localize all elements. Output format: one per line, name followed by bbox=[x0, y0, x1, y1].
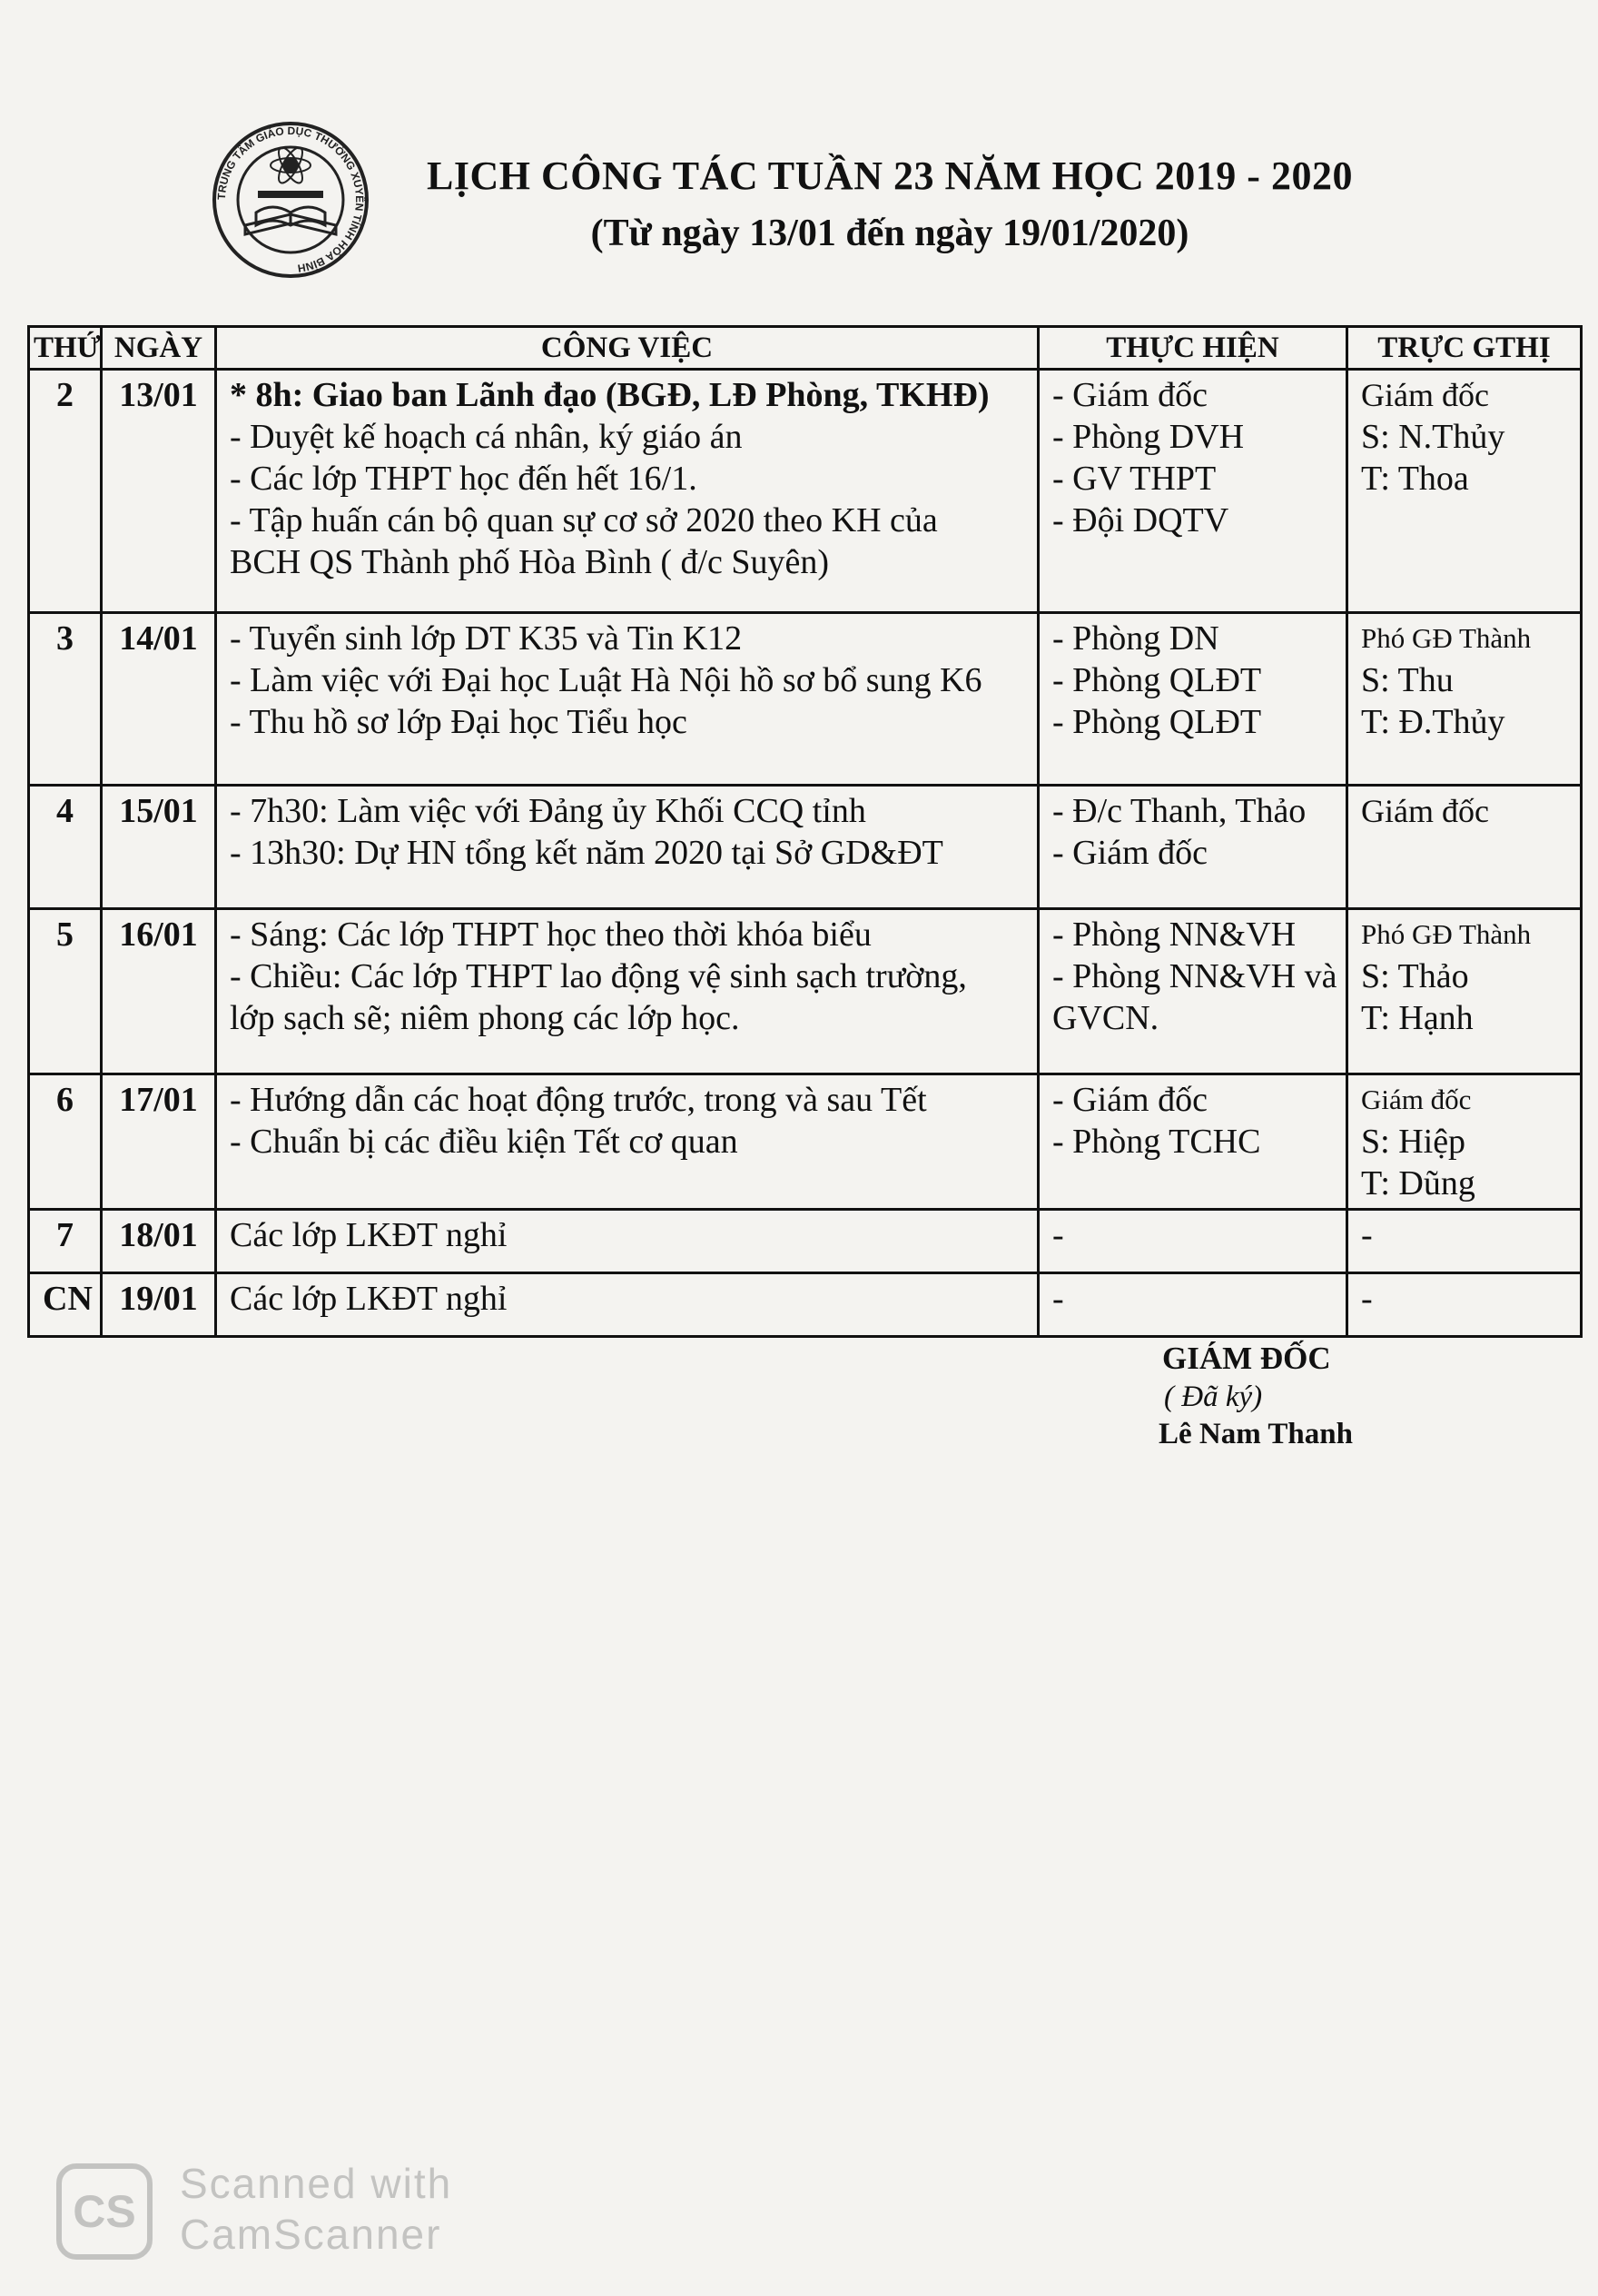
document-subtitle: (Từ ngày 13/01 đến ngày 19/01/2020) bbox=[590, 213, 1189, 254]
cell-ngay: 14/01 bbox=[102, 613, 216, 786]
signature-status: ( Đã ký) bbox=[1164, 1381, 1263, 1413]
executor-line: - Phòng DN bbox=[1052, 619, 1219, 658]
cell-thuc-hien bbox=[1039, 1074, 1347, 1210]
cell-cong-viec bbox=[216, 1210, 1039, 1273]
task-line: Các lớp LKĐT nghỉ bbox=[230, 1216, 508, 1254]
header-thu: THỨ bbox=[29, 327, 102, 370]
task-line: * 8h: Giao ban Lãnh đạo (BGĐ, LĐ Phòng, TKHĐ) bbox=[230, 376, 990, 414]
cell-thu: 6 bbox=[29, 1074, 102, 1210]
table-row bbox=[29, 909, 1582, 1074]
watermark-line1: Scanned with bbox=[180, 2160, 453, 2207]
cell-truc bbox=[1347, 1074, 1582, 1210]
signer-name: Lê Nam Thanh bbox=[1159, 1418, 1353, 1450]
cell-thu: CN bbox=[29, 1273, 102, 1337]
executor-line: - Giám đốc bbox=[1052, 834, 1208, 872]
executor-line: - Đ/c Thanh, Thảo bbox=[1052, 792, 1307, 830]
cell-cong-viec bbox=[216, 909, 1039, 1074]
cell-thuc-hien bbox=[1039, 786, 1347, 909]
cell-ngay: 18/01 bbox=[102, 1210, 216, 1273]
executor-line: - bbox=[1052, 1216, 1064, 1254]
title-block bbox=[381, 153, 1398, 255]
task-line: - Sáng: Các lớp THPT học theo thời khóa biểu bbox=[230, 915, 872, 954]
watermark-text bbox=[180, 2158, 452, 2260]
header-ngay: NGÀY bbox=[102, 327, 216, 370]
task-line: - Duyệt kế hoạch cá nhân, ký giáo án bbox=[230, 418, 743, 456]
task-line: - Tuyển sinh lớp DT K35 và Tin K12 bbox=[230, 619, 743, 658]
duty-line: T: Hạnh bbox=[1361, 999, 1474, 1037]
watermark-line2: CamScanner bbox=[180, 2211, 442, 2258]
cell-cong-viec bbox=[216, 1074, 1039, 1210]
duty-line: - bbox=[1361, 1280, 1373, 1318]
task-line: - Làm việc với Đại học Luật Hà Nội hồ sơ bổ sung K6 bbox=[230, 661, 982, 699]
duty-line: S: N.Thủy bbox=[1361, 418, 1505, 456]
table-row bbox=[29, 1074, 1582, 1210]
cell-truc bbox=[1347, 370, 1582, 613]
executor-line: - bbox=[1052, 1280, 1064, 1318]
duty-line: S: Thu bbox=[1361, 661, 1454, 699]
executor-line: GVCN. bbox=[1052, 999, 1159, 1037]
duty-line: Giám đốc bbox=[1361, 1084, 1472, 1115]
cell-ngay: 15/01 bbox=[102, 786, 216, 909]
task-line: - Thu hồ sơ lớp Đại học Tiểu học bbox=[230, 703, 687, 741]
cell-truc bbox=[1347, 613, 1582, 786]
cell-truc bbox=[1347, 1210, 1582, 1273]
signature-block bbox=[1159, 1341, 1398, 1451]
cell-thuc-hien bbox=[1039, 1273, 1347, 1337]
executor-line: - Phòng QLĐT bbox=[1052, 703, 1262, 741]
table-row bbox=[29, 1210, 1582, 1273]
cell-cong-viec bbox=[216, 1273, 1039, 1337]
task-line: - Chuẩn bị các điều kiện Tết cơ quan bbox=[230, 1123, 738, 1161]
duty-line: - bbox=[1361, 1216, 1373, 1254]
camscanner-logo-icon: CS bbox=[56, 2163, 153, 2260]
executor-line: - Phòng NN&VH bbox=[1052, 915, 1297, 954]
executor-line: - Phòng TCHC bbox=[1052, 1123, 1261, 1161]
task-line: Các lớp LKĐT nghỉ bbox=[230, 1280, 508, 1318]
document-header bbox=[0, 0, 1598, 327]
cell-thuc-hien bbox=[1039, 909, 1347, 1074]
task-line: - Hướng dẫn các hoạt động trước, trong và sau Tết bbox=[230, 1081, 927, 1119]
task-line: - Các lớp THPT học đến hết 16/1. bbox=[230, 460, 697, 498]
task-line: - 7h30: Làm việc với Đảng ủy Khối CCQ tỉnh bbox=[230, 792, 866, 830]
cell-ngay: 19/01 bbox=[102, 1273, 216, 1337]
task-line: - 13h30: Dự HN tổng kết năm 2020 tại Sở GD&ĐT bbox=[230, 834, 943, 872]
table-row bbox=[29, 1273, 1582, 1337]
task-line: - Chiều: Các lớp THPT lao động vệ sinh sạch trường, bbox=[230, 957, 967, 995]
cell-truc bbox=[1347, 909, 1582, 1074]
executor-line: - Phòng DVH bbox=[1052, 418, 1245, 456]
cell-thuc-hien bbox=[1039, 370, 1347, 613]
cell-thu: 3 bbox=[29, 613, 102, 786]
cell-truc bbox=[1347, 1273, 1582, 1337]
cell-ngay: 16/01 bbox=[102, 909, 216, 1074]
cell-thu: 4 bbox=[29, 786, 102, 909]
cell-thu: 7 bbox=[29, 1210, 102, 1273]
header-cong-viec: CÔNG VIỆC bbox=[216, 327, 1039, 370]
task-line: lớp sạch sẽ; niêm phong các lớp học. bbox=[230, 999, 740, 1037]
task-line: - Tập huấn cán bộ quan sự cơ sở 2020 theo KH của bbox=[230, 501, 938, 539]
cell-thuc-hien bbox=[1039, 1210, 1347, 1273]
cell-truc bbox=[1347, 786, 1582, 909]
cell-thuc-hien bbox=[1039, 613, 1347, 786]
executor-line: - Giám đốc bbox=[1052, 376, 1208, 414]
duty-line: T: Thoa bbox=[1361, 460, 1469, 498]
header-thuc-hien: THỰC HIỆN bbox=[1039, 327, 1347, 370]
signer-role: GIÁM ĐỐC bbox=[1162, 1341, 1331, 1376]
executor-line: - Giám đốc bbox=[1052, 1081, 1208, 1119]
school-seal-logo-icon bbox=[209, 118, 372, 282]
table-row bbox=[29, 370, 1582, 613]
duty-line: Phó GĐ Thành bbox=[1361, 622, 1532, 654]
weekly-schedule-table bbox=[27, 325, 1583, 1338]
seal-ring-text: TRUNG TÂM GIÁO DỤC THƯỜNG XUYÊN TỈNH HÒA BÌNH bbox=[214, 124, 367, 275]
cell-ngay: 13/01 bbox=[102, 370, 216, 613]
cell-cong-viec bbox=[216, 786, 1039, 909]
table-header-row bbox=[29, 327, 1582, 370]
camscanner-watermark bbox=[56, 2158, 528, 2267]
duty-line: S: Hiệp bbox=[1361, 1123, 1466, 1161]
duty-line: T: Dũng bbox=[1361, 1164, 1475, 1202]
cell-thu: 2 bbox=[29, 370, 102, 613]
executor-line: - GV THPT bbox=[1052, 460, 1217, 498]
executor-line: - Phòng NN&VH và bbox=[1052, 957, 1337, 995]
duty-line: Giám đốc bbox=[1361, 377, 1489, 413]
duty-line: Giám đốc bbox=[1361, 793, 1489, 829]
table-row bbox=[29, 786, 1582, 909]
executor-line: - Đội DQTV bbox=[1052, 501, 1229, 539]
table-row bbox=[29, 613, 1582, 786]
executor-line: - Phòng QLĐT bbox=[1052, 661, 1262, 699]
header-truc-gthi: TRỰC GTHỊ bbox=[1347, 327, 1582, 370]
duty-line: T: Đ.Thủy bbox=[1361, 703, 1505, 741]
cell-ngay: 17/01 bbox=[102, 1074, 216, 1210]
cell-thu: 5 bbox=[29, 909, 102, 1074]
duty-line: S: Thảo bbox=[1361, 957, 1469, 995]
cell-cong-viec bbox=[216, 370, 1039, 613]
task-line: BCH QS Thành phố Hòa Bình ( đ/c Suyên) bbox=[230, 543, 830, 581]
document-title: LỊCH CÔNG TÁC TUẦN 23 NĂM HỌC 2019 - 2020 bbox=[427, 153, 1353, 198]
duty-line: Phó GĐ Thành bbox=[1361, 918, 1532, 950]
cell-cong-viec bbox=[216, 613, 1039, 786]
